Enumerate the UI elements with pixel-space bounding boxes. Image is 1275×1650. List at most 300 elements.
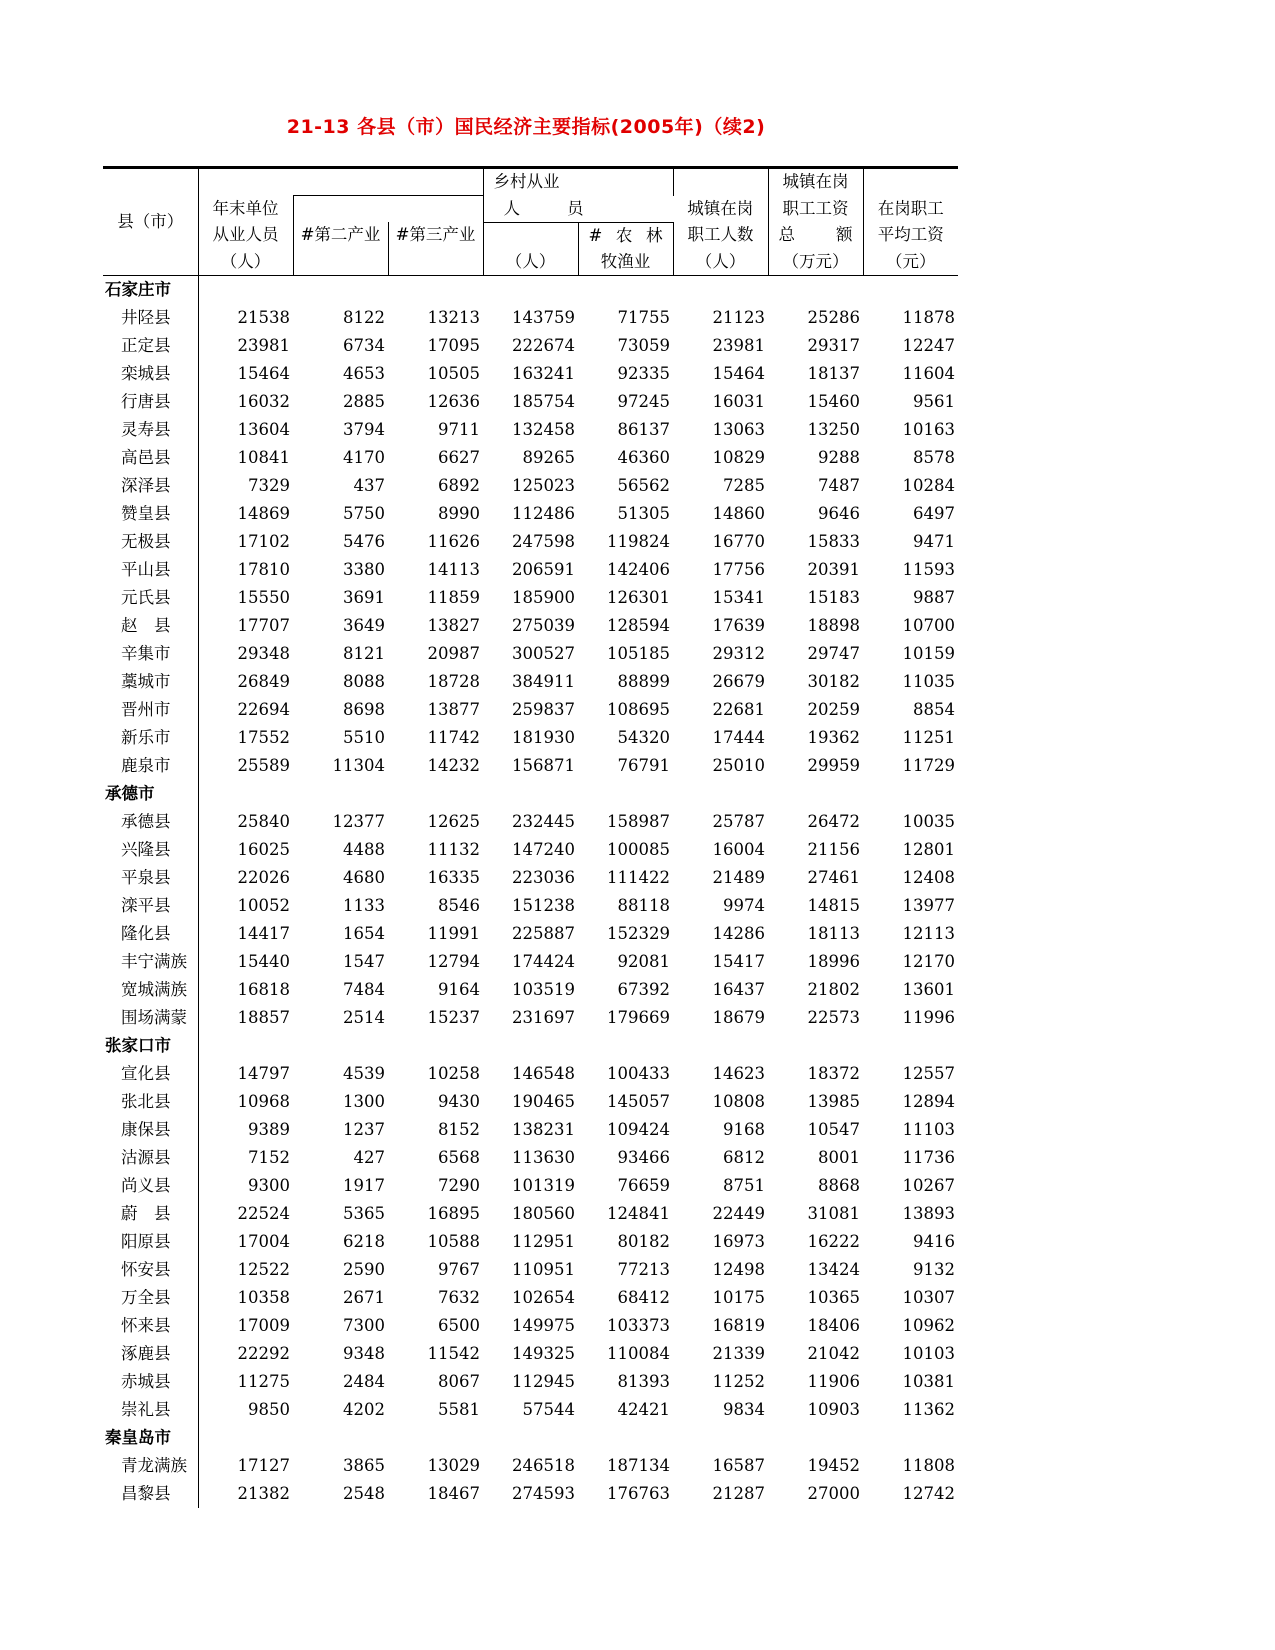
table-cell: 29317 xyxy=(807,335,860,355)
table-row xyxy=(103,556,958,584)
header-agri-hash: # xyxy=(588,225,603,245)
table-cell: 80182 xyxy=(617,1231,670,1251)
table-cell: 8854 xyxy=(913,699,955,719)
county-name: 兴隆县 xyxy=(103,836,198,864)
table-cell: 11604 xyxy=(902,363,955,383)
table-cell: 7285 xyxy=(723,475,765,495)
table-cell: 16437 xyxy=(712,979,765,999)
table-cell: 384911 xyxy=(512,671,575,691)
table-cell: 2590 xyxy=(343,1259,385,1279)
table-cell: 246518 xyxy=(512,1455,575,1475)
table-cell: 9164 xyxy=(438,979,480,999)
county-name: 万全县 xyxy=(103,1284,198,1312)
table-cell: 9646 xyxy=(818,503,860,523)
table-cell: 247598 xyxy=(512,531,575,551)
table-cell: 88899 xyxy=(617,671,670,691)
table-cell: 73059 xyxy=(617,335,670,355)
county-name: 昌黎县 xyxy=(103,1480,198,1508)
table-cell: 4680 xyxy=(343,867,385,887)
city-name: 石家庄市 xyxy=(103,275,198,304)
table-cell: 9834 xyxy=(723,1399,765,1419)
table-row xyxy=(103,472,958,500)
table-cell: 8990 xyxy=(438,503,480,523)
table-cell: 6892 xyxy=(438,475,480,495)
table-cell: 1654 xyxy=(343,923,385,943)
county-name: 平山县 xyxy=(103,556,198,584)
table-cell: 109424 xyxy=(607,1119,670,1139)
table-cell: 5365 xyxy=(343,1203,385,1223)
table-cell: 18996 xyxy=(807,951,860,971)
county-name: 宣化县 xyxy=(103,1060,198,1088)
table-cell: 5476 xyxy=(343,531,385,551)
table-cell: 29747 xyxy=(807,643,860,663)
table-cell: 145057 xyxy=(607,1091,670,1111)
table-cell: 14286 xyxy=(712,923,765,943)
city-name: 承德市 xyxy=(103,780,198,808)
table-cell: 18679 xyxy=(712,1007,765,1027)
table-row xyxy=(103,444,958,472)
table-row xyxy=(103,584,958,612)
table-cell: 9561 xyxy=(913,391,955,411)
table-cell: 81393 xyxy=(617,1371,670,1391)
table-cell: 16973 xyxy=(712,1231,765,1251)
table-cell: 26679 xyxy=(712,671,765,691)
table-cell: 22524 xyxy=(237,1203,290,1223)
table-cell: 300527 xyxy=(512,643,575,663)
county-name: 藁城市 xyxy=(103,668,198,696)
table-cell: 76791 xyxy=(617,755,670,775)
table-cell: 8001 xyxy=(818,1147,860,1167)
table-cell: 15183 xyxy=(807,587,860,607)
table-cell: 16895 xyxy=(427,1203,480,1223)
table-cell: 7152 xyxy=(248,1147,290,1167)
table-cell: 88118 xyxy=(617,895,670,915)
table-cell: 26849 xyxy=(237,671,290,691)
table-cell: 42421 xyxy=(617,1399,670,1419)
table-row xyxy=(103,360,958,388)
table-cell: 13604 xyxy=(237,419,290,439)
table-cell: 23981 xyxy=(712,335,765,355)
table-row xyxy=(103,500,958,528)
table-cell: 17552 xyxy=(237,727,290,747)
county-name: 沽源县 xyxy=(103,1144,198,1172)
table-cell: 11736 xyxy=(902,1147,955,1167)
table-cell: 113630 xyxy=(512,1147,575,1167)
table-cell: 13601 xyxy=(902,979,955,999)
table-row xyxy=(103,1396,958,1424)
table-cell: 22694 xyxy=(237,699,290,719)
table-cell: 3649 xyxy=(343,615,385,635)
table-cell: 11996 xyxy=(902,1007,955,1027)
header-county: 县（市） xyxy=(103,196,198,249)
table-cell: 10284 xyxy=(902,475,955,495)
table-cell: 17127 xyxy=(237,1455,290,1475)
table-cell: 149325 xyxy=(512,1343,575,1363)
header-wage-total-line2: 职工工资 xyxy=(768,196,863,223)
table-row xyxy=(103,724,958,752)
table-row xyxy=(103,1312,958,1340)
table-cell: 12170 xyxy=(902,951,955,971)
table-cell: 9348 xyxy=(343,1343,385,1363)
table-cell: 17444 xyxy=(712,727,765,747)
table-cell: 2514 xyxy=(343,1007,385,1027)
table-cell: 12408 xyxy=(902,867,955,887)
table-cell: 12498 xyxy=(712,1259,765,1279)
table-row xyxy=(103,528,958,556)
table-cell: 25787 xyxy=(712,811,765,831)
table-row xyxy=(103,920,958,948)
table-cell: 174424 xyxy=(512,951,575,971)
table-cell: 8751 xyxy=(723,1175,765,1195)
table-cell: 26472 xyxy=(807,811,860,831)
table-row xyxy=(103,836,958,864)
county-name: 赤城县 xyxy=(103,1368,198,1396)
table-cell: 10163 xyxy=(902,419,955,439)
table-cell: 21802 xyxy=(807,979,860,999)
table-cell: 9767 xyxy=(438,1259,480,1279)
city-row xyxy=(103,1032,958,1060)
table-cell: 156871 xyxy=(512,755,575,775)
table-cell: 185754 xyxy=(512,391,575,411)
table-cell: 14623 xyxy=(712,1063,765,1083)
table-cell: 25286 xyxy=(807,307,860,327)
county-name: 隆化县 xyxy=(103,920,198,948)
county-name: 灵寿县 xyxy=(103,416,198,444)
table-cell: 1237 xyxy=(343,1119,385,1139)
header-wage-total-unit: （万元） xyxy=(768,249,863,276)
table-cell: 21489 xyxy=(712,867,765,887)
table-row xyxy=(103,864,958,892)
header-employees-line2: 从业人员 xyxy=(198,222,293,249)
table-cell: 18406 xyxy=(807,1315,860,1335)
table-cell: 13977 xyxy=(902,895,955,915)
table-cell: 14860 xyxy=(712,503,765,523)
table-cell: 102654 xyxy=(512,1287,575,1307)
table-cell: 92335 xyxy=(617,363,670,383)
table-cell: 5510 xyxy=(343,727,385,747)
header-agri-lin: 林 xyxy=(645,225,663,245)
table-cell: 22573 xyxy=(807,1007,860,1027)
header-employees-unit: （人） xyxy=(198,249,293,276)
table-cell: 57544 xyxy=(522,1399,575,1419)
table-cell: 6500 xyxy=(438,1315,480,1335)
table-cell: 9416 xyxy=(913,1231,955,1251)
table-cell: 93466 xyxy=(617,1147,670,1167)
table-cell: 56562 xyxy=(617,475,670,495)
table-cell: 27461 xyxy=(807,867,860,887)
table-cell: 4539 xyxy=(343,1063,385,1083)
table-cell: 185900 xyxy=(512,587,575,607)
table-cell: 9288 xyxy=(818,447,860,467)
table-cell: 22681 xyxy=(712,699,765,719)
table-cell: 7290 xyxy=(438,1175,480,1195)
table-cell: 5750 xyxy=(343,503,385,523)
table-cell: 11103 xyxy=(902,1119,955,1139)
table-cell: 12522 xyxy=(237,1259,290,1279)
table-cell: 8546 xyxy=(438,895,480,915)
table-cell: 3794 xyxy=(343,419,385,439)
table-cell: 15237 xyxy=(427,1007,480,1027)
county-name: 无极县 xyxy=(103,528,198,556)
table-cell: 1133 xyxy=(343,895,385,915)
table-body xyxy=(103,275,958,1508)
table-cell: 6812 xyxy=(723,1147,765,1167)
table-cell: 17707 xyxy=(237,615,290,635)
header-secondary: #第二产业 xyxy=(293,222,388,249)
table-cell: 1547 xyxy=(343,951,385,971)
county-name: 赞皇县 xyxy=(103,500,198,528)
table-cell: 21339 xyxy=(712,1343,765,1363)
table-cell: 206591 xyxy=(512,559,575,579)
county-name: 辛集市 xyxy=(103,640,198,668)
header-rural-line2a: 人 xyxy=(503,198,520,218)
table-row xyxy=(103,752,958,780)
table-cell: 22026 xyxy=(237,867,290,887)
city-row xyxy=(103,780,958,808)
table-cell: 18113 xyxy=(807,923,860,943)
table-cell: 16032 xyxy=(237,391,290,411)
table-cell: 180560 xyxy=(512,1203,575,1223)
table-row xyxy=(103,668,958,696)
header-avg-wage-unit: （元） xyxy=(863,249,958,276)
table-cell: 8698 xyxy=(343,699,385,719)
table-row xyxy=(103,808,958,836)
table-cell: 67392 xyxy=(617,979,670,999)
header-rural-line1: 乡村从业 xyxy=(483,168,578,196)
table-cell: 10829 xyxy=(712,447,765,467)
table-cell: 6734 xyxy=(343,335,385,355)
table-cell: 16819 xyxy=(712,1315,765,1335)
table-cell: 86137 xyxy=(617,419,670,439)
county-name: 高邑县 xyxy=(103,444,198,472)
table-cell: 11742 xyxy=(427,727,480,747)
table-cell: 15464 xyxy=(712,363,765,383)
city-row xyxy=(103,1424,958,1452)
table-cell: 18372 xyxy=(807,1063,860,1083)
table-cell: 15464 xyxy=(237,363,290,383)
table-cell: 190465 xyxy=(512,1091,575,1111)
county-name: 丰宁满族 xyxy=(103,948,198,976)
table-cell: 13827 xyxy=(427,615,480,635)
table-cell: 14417 xyxy=(237,923,290,943)
table-cell: 13029 xyxy=(427,1455,480,1475)
table-cell: 10962 xyxy=(902,1315,955,1335)
table-cell: 222674 xyxy=(512,335,575,355)
table-cell: 11859 xyxy=(427,587,480,607)
table-cell: 76659 xyxy=(617,1175,670,1195)
table-cell: 97245 xyxy=(617,391,670,411)
table-cell: 11729 xyxy=(902,755,955,775)
county-name: 宽城满族 xyxy=(103,976,198,1004)
county-name: 承德县 xyxy=(103,808,198,836)
table-row xyxy=(103,892,958,920)
table-cell: 12742 xyxy=(902,1483,955,1503)
table-cell: 11132 xyxy=(427,839,480,859)
table-cell: 19452 xyxy=(807,1455,860,1475)
indicator-table xyxy=(103,166,958,1508)
table-cell: 21287 xyxy=(712,1483,765,1503)
table-cell: 10808 xyxy=(712,1091,765,1111)
table-cell: 427 xyxy=(353,1147,385,1167)
table-cell: 13250 xyxy=(807,419,860,439)
table-cell: 12801 xyxy=(902,839,955,859)
county-name: 围场满蒙 xyxy=(103,1004,198,1032)
table-cell: 16335 xyxy=(427,867,480,887)
table-cell: 16587 xyxy=(712,1455,765,1475)
table-cell: 20259 xyxy=(807,699,860,719)
header-agri-nong: 农 xyxy=(615,225,633,245)
county-name: 元氏县 xyxy=(103,584,198,612)
table-cell: 16770 xyxy=(712,531,765,551)
table-cell: 77213 xyxy=(617,1259,670,1279)
table-row xyxy=(103,1340,958,1368)
table-cell: 14815 xyxy=(807,895,860,915)
table-cell: 13424 xyxy=(807,1259,860,1279)
table-cell: 89265 xyxy=(522,447,575,467)
table-cell: 17009 xyxy=(237,1315,290,1335)
table-cell: 5581 xyxy=(438,1399,480,1419)
table-cell: 11878 xyxy=(902,307,955,327)
table-cell: 110084 xyxy=(607,1343,670,1363)
table-cell: 8122 xyxy=(343,307,385,327)
header-employees-line1: 年末单位 xyxy=(198,196,293,223)
table-cell: 12113 xyxy=(902,923,955,943)
table-cell: 13213 xyxy=(427,307,480,327)
table-cell: 101319 xyxy=(512,1175,575,1195)
table-cell: 12377 xyxy=(332,811,385,831)
header-urban-line2: 职工人数 xyxy=(673,222,768,249)
table-cell: 17102 xyxy=(237,531,290,551)
table-cell: 2671 xyxy=(343,1287,385,1307)
table-cell: 10547 xyxy=(807,1119,860,1139)
table-cell: 9132 xyxy=(913,1259,955,1279)
table-cell: 8088 xyxy=(343,671,385,691)
table-cell: 103519 xyxy=(512,979,575,999)
table-cell: 17756 xyxy=(712,559,765,579)
table-cell: 2548 xyxy=(343,1483,385,1503)
table-cell: 21156 xyxy=(807,839,860,859)
table-cell: 15341 xyxy=(712,587,765,607)
table-cell: 11808 xyxy=(902,1455,955,1475)
table-cell: 10588 xyxy=(427,1231,480,1251)
table-cell: 100433 xyxy=(607,1063,670,1083)
header-urban-unit: （人） xyxy=(673,249,768,276)
table-cell: 126301 xyxy=(607,587,670,607)
table-row xyxy=(103,640,958,668)
table-cell: 18137 xyxy=(807,363,860,383)
table-cell: 146548 xyxy=(512,1063,575,1083)
table-cell: 4653 xyxy=(343,363,385,383)
table-cell: 11304 xyxy=(332,755,385,775)
header-avg-wage-line2: 平均工资 xyxy=(877,225,944,245)
table-cell: 7487 xyxy=(818,475,860,495)
table-cell: 6568 xyxy=(438,1147,480,1167)
table-cell: 21382 xyxy=(237,1483,290,1503)
table-cell: 18728 xyxy=(427,671,480,691)
table-cell: 18857 xyxy=(237,1007,290,1027)
table-cell: 20987 xyxy=(427,643,480,663)
table-cell: 15440 xyxy=(237,951,290,971)
table-row xyxy=(103,696,958,724)
table-cell: 15460 xyxy=(807,391,860,411)
table-cell: 14113 xyxy=(427,559,480,579)
table-cell: 274593 xyxy=(512,1483,575,1503)
table-cell: 232445 xyxy=(512,811,575,831)
county-name: 康保县 xyxy=(103,1116,198,1144)
table-cell: 13893 xyxy=(902,1203,955,1223)
table-cell: 10381 xyxy=(902,1371,955,1391)
table-cell: 4170 xyxy=(343,447,385,467)
table-cell: 7300 xyxy=(343,1315,385,1335)
table-cell: 21042 xyxy=(807,1343,860,1363)
table-cell: 14797 xyxy=(237,1063,290,1083)
table-cell: 6497 xyxy=(913,503,955,523)
table-cell: 29348 xyxy=(237,643,290,663)
table-row xyxy=(103,388,958,416)
table-cell: 105185 xyxy=(607,643,670,663)
table-cell: 8868 xyxy=(818,1175,860,1195)
table-cell: 110951 xyxy=(512,1259,575,1279)
table-row xyxy=(103,1144,958,1172)
table-cell: 10103 xyxy=(902,1343,955,1363)
table-row xyxy=(103,1200,958,1228)
table-cell: 3865 xyxy=(343,1455,385,1475)
table-cell: 11035 xyxy=(902,671,955,691)
table-cell: 10052 xyxy=(237,895,290,915)
county-name: 行唐县 xyxy=(103,388,198,416)
table-cell: 11275 xyxy=(237,1371,290,1391)
city-name: 秦皇岛市 xyxy=(103,1424,198,1452)
table-cell: 16031 xyxy=(712,391,765,411)
table-cell: 9430 xyxy=(438,1091,480,1111)
county-name: 尚义县 xyxy=(103,1172,198,1200)
table-row xyxy=(103,1256,958,1284)
table-cell: 29312 xyxy=(712,643,765,663)
header-agri-line2: 牧渔业 xyxy=(578,249,673,276)
table-cell: 10267 xyxy=(902,1175,955,1195)
table-cell: 15550 xyxy=(237,587,290,607)
table-cell: 112945 xyxy=(512,1371,575,1391)
table-cell: 14232 xyxy=(427,755,480,775)
table-cell: 17810 xyxy=(237,559,290,579)
table-cell: 10968 xyxy=(237,1091,290,1111)
table-cell: 46360 xyxy=(617,447,670,467)
table-cell: 10175 xyxy=(712,1287,765,1307)
table-cell: 152329 xyxy=(607,923,670,943)
table-row xyxy=(103,1060,958,1088)
table-header xyxy=(103,168,958,276)
table-cell: 12557 xyxy=(902,1063,955,1083)
table-cell: 108695 xyxy=(607,699,670,719)
table-cell: 25589 xyxy=(237,755,290,775)
table-cell: 4488 xyxy=(343,839,385,859)
table-row xyxy=(103,1368,958,1396)
table-row xyxy=(103,612,958,640)
county-name: 深泽县 xyxy=(103,472,198,500)
county-name: 张北县 xyxy=(103,1088,198,1116)
table-cell: 9850 xyxy=(248,1399,290,1419)
table-cell: 181930 xyxy=(512,727,575,747)
header-avg-wage-line1: 在岗职工 xyxy=(877,198,944,218)
table-cell: 11542 xyxy=(427,1343,480,1363)
header-tertiary: #第三产业 xyxy=(388,222,483,249)
table-cell: 142406 xyxy=(607,559,670,579)
table-cell: 4202 xyxy=(343,1399,385,1419)
table-cell: 111422 xyxy=(607,867,670,887)
table-cell: 158987 xyxy=(607,811,670,831)
table-cell: 19362 xyxy=(807,727,860,747)
table-cell: 9974 xyxy=(723,895,765,915)
